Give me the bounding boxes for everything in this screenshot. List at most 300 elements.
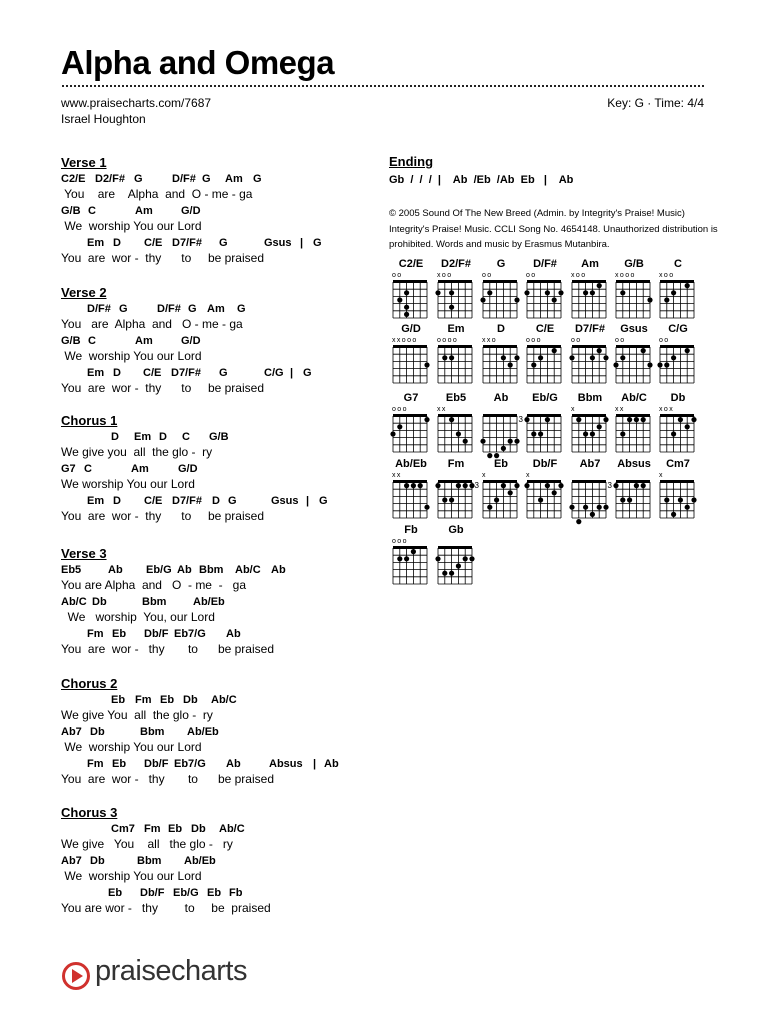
- chord-symbol: C: [88, 205, 96, 217]
- fretboard-grid: [518, 392, 567, 458]
- fretboard-grid: [568, 392, 612, 458]
- chord-diagram-name: G7: [403, 392, 419, 404]
- chord-symbol: G: [134, 173, 143, 185]
- finger-dot: [418, 483, 423, 488]
- finger-dot: [397, 556, 402, 561]
- chord-symbol: Am: [207, 303, 225, 315]
- finger-dot: [442, 571, 447, 576]
- open-muted-markers: oo: [526, 272, 537, 279]
- chord-symbol: Db: [90, 855, 105, 867]
- lyric-text: You are wor - thy to be praised: [61, 772, 274, 786]
- fretboard-grid: [607, 458, 656, 524]
- chord-symbol: G: [202, 173, 211, 185]
- fretboard-grid: [656, 458, 700, 524]
- chord-symbol: G: [237, 303, 246, 315]
- fretboard-nut: [438, 345, 472, 348]
- finger-dot: [685, 348, 690, 353]
- key-time: Key: G · Time: 4/4: [607, 96, 704, 110]
- chord-symbol: Bbm: [137, 855, 162, 867]
- finger-dot: [685, 505, 690, 510]
- chord-symbol: Eb5: [61, 564, 82, 576]
- finger-dot: [583, 290, 588, 295]
- fretboard-grid: [434, 323, 478, 389]
- chord-diagram: [389, 458, 433, 524]
- finger-dot: [627, 497, 632, 502]
- chord-symbol: Em: [87, 367, 105, 379]
- chord-diagram-name: Fm: [447, 458, 465, 470]
- chord-symbol: Em: [87, 495, 105, 507]
- praisecharts-logo[interactable]: [61, 955, 247, 996]
- chord-symbol: Ab/Eb: [187, 726, 219, 738]
- chord-symbol: |: [300, 237, 304, 249]
- chord-symbol: D7/F#: [172, 237, 202, 249]
- chord-symbol: C/E: [144, 237, 163, 249]
- chord-diagram: [568, 392, 612, 458]
- fretboard-grid: [656, 323, 700, 389]
- finger-dot: [480, 439, 485, 444]
- chord-diagram: [656, 258, 700, 324]
- lyric-line: [61, 596, 225, 628]
- fret-number: 3: [474, 481, 479, 490]
- finger-dot: [576, 519, 581, 524]
- chord-symbol: D: [111, 431, 119, 443]
- finger-dot: [501, 446, 506, 451]
- open-muted-markers: oo: [615, 337, 626, 344]
- finger-dot: [501, 483, 506, 488]
- chord-symbol: Fb: [229, 887, 243, 899]
- finger-dot: [620, 355, 625, 360]
- finger-dot: [558, 483, 563, 488]
- finger-dot: [590, 290, 595, 295]
- chord-symbol: Ab/Eb: [193, 596, 225, 608]
- chord-diagram-name: Ab/Eb: [395, 458, 427, 470]
- finger-dot: [442, 497, 447, 502]
- dotted-divider: [61, 84, 704, 92]
- finger-dot: [424, 417, 429, 422]
- chord-symbol: D/F#: [87, 303, 111, 315]
- chord-diagram: [479, 323, 523, 389]
- lyric-text: We worship You, our Lord: [61, 610, 215, 624]
- chord-symbol: G: [228, 495, 237, 507]
- finger-dot: [576, 417, 581, 422]
- chord-symbol: Db: [183, 694, 198, 706]
- chord-diagram-name: Cm7: [666, 458, 690, 470]
- lyric-line: [61, 205, 202, 237]
- finger-dot: [508, 490, 513, 495]
- finger-dot: [508, 362, 513, 367]
- section-verse-2: [61, 285, 312, 399]
- finger-dot: [514, 483, 519, 488]
- chord-diagram-name: Em: [447, 323, 465, 335]
- chord-diagram-name: Absus: [617, 458, 651, 470]
- section-verse-3: [61, 546, 286, 660]
- chord-symbol: D/F#: [172, 173, 196, 185]
- fretboard-nut: [483, 480, 517, 483]
- finger-dot: [597, 424, 602, 429]
- chord-symbol: C: [88, 335, 96, 347]
- fretboard-nut: [572, 414, 606, 417]
- finger-dot: [390, 431, 395, 436]
- chord-symbol: Eb: [112, 628, 127, 640]
- finger-dot: [449, 355, 454, 360]
- lyric-line: [61, 887, 271, 919]
- chord-symbol: Eb: [207, 887, 222, 899]
- chord-diagram: [389, 258, 433, 324]
- chord-diagram: [479, 258, 523, 324]
- finger-dot: [435, 483, 440, 488]
- chord-diagram-name: G/D: [401, 323, 421, 335]
- finger-dot: [524, 290, 529, 295]
- chord-diagram: [568, 458, 612, 524]
- lyric-line: [61, 564, 286, 596]
- lyric-line: [61, 823, 245, 855]
- finger-dot: [545, 417, 550, 422]
- chord-symbol: G/D: [178, 463, 198, 475]
- chord-diagram-name: C2/E: [398, 258, 424, 270]
- section-title: Chorus 1: [61, 413, 118, 428]
- finger-dot: [603, 355, 608, 360]
- chord-symbol: |: [313, 758, 317, 770]
- chord-symbol: Fm: [144, 823, 161, 835]
- chord-symbol: Eb7/G: [174, 758, 206, 770]
- fretboard-grid: [479, 258, 523, 324]
- chord-diagram-name: Ab: [493, 392, 509, 404]
- lyric-text: You are Alpha and O - me - ga: [61, 187, 253, 201]
- chord-diagram-name: Ab/C: [621, 392, 647, 404]
- chord-diagram-name: Fb: [404, 524, 418, 536]
- chord-diagram: [518, 392, 567, 458]
- finger-dot: [657, 362, 662, 367]
- lyric-text: You are wor - thy to be praised: [61, 642, 274, 656]
- lyric-text: You are wor - thy to be praised: [61, 251, 264, 265]
- finger-dot: [514, 355, 519, 360]
- finger-dot: [597, 283, 602, 288]
- chord-symbol: Am: [225, 173, 243, 185]
- fretboard-nut: [527, 280, 561, 283]
- finger-dot: [531, 431, 536, 436]
- chord-symbol: Absus: [269, 758, 303, 770]
- finger-dot: [424, 505, 429, 510]
- chord-symbol: D: [159, 431, 167, 443]
- finger-dot: [664, 497, 669, 502]
- chord-symbol: Ab: [177, 564, 192, 576]
- chord-symbol: Bbm: [142, 596, 167, 608]
- finger-dot: [442, 355, 447, 360]
- chord-symbol: G/B: [61, 335, 81, 347]
- chord-symbol: Eb: [168, 823, 183, 835]
- finger-dot: [545, 290, 550, 295]
- section-title: Chorus 2: [61, 676, 118, 691]
- chord-symbol: Gsus: [264, 237, 292, 249]
- fretboard-nut: [616, 345, 650, 348]
- fretboard-grid: [568, 258, 612, 324]
- fretboard-nut: [616, 414, 650, 417]
- finger-dot: [552, 297, 557, 302]
- finger-dot: [514, 439, 519, 444]
- open-muted-markers: x: [526, 472, 531, 479]
- chord-symbol: Eb: [160, 694, 175, 706]
- finger-dot: [538, 431, 543, 436]
- finger-dot: [590, 431, 595, 436]
- finger-dot: [671, 431, 676, 436]
- finger-dot: [597, 505, 602, 510]
- finger-dot: [620, 497, 625, 502]
- finger-dot: [620, 431, 625, 436]
- chord-symbol: D/F#: [157, 303, 181, 315]
- fretboard-nut: [660, 280, 694, 283]
- fretboard-nut: [483, 345, 517, 348]
- open-muted-markers: ooo: [392, 538, 408, 545]
- chord-symbol: Db: [191, 823, 206, 835]
- chord-diagram: [434, 458, 478, 524]
- finger-dot: [603, 417, 608, 422]
- open-muted-markers: oo: [392, 272, 403, 279]
- chord-symbol: Ab/Eb: [184, 855, 216, 867]
- finger-dot: [538, 355, 543, 360]
- fretboard-grid: [479, 323, 523, 389]
- lyric-text: You are wor - thy to be praised: [61, 509, 264, 523]
- chord-symbol: D7/F#: [172, 495, 202, 507]
- finger-dot: [641, 417, 646, 422]
- chord-diagram-name: G/B: [624, 258, 644, 270]
- open-muted-markers: oo: [659, 337, 670, 344]
- finger-dot: [435, 290, 440, 295]
- finger-dot: [558, 290, 563, 295]
- ending-chords: Gb / / / | Ab /Eb /Ab Eb | Ab: [389, 174, 574, 186]
- fretboard-grid: [474, 458, 523, 524]
- lyric-line: [61, 303, 246, 335]
- chord-diagram: [523, 258, 567, 324]
- lyric-line: [61, 628, 274, 660]
- open-muted-markers: xx: [437, 406, 447, 413]
- chord-symbol: |: [290, 367, 294, 379]
- lyric-line: [61, 855, 216, 887]
- chord-symbol: Gsus: [271, 495, 299, 507]
- fretboard-nut: [660, 345, 694, 348]
- section-title: Verse 1: [61, 155, 107, 170]
- logo-text: praisecharts: [95, 955, 247, 987]
- finger-dot: [404, 312, 409, 317]
- finger-dot: [456, 483, 461, 488]
- lyric-text: You are Alpha and O - me - ga: [61, 317, 243, 331]
- finger-dot: [691, 417, 696, 422]
- chord-diagram: [612, 392, 656, 458]
- fretboard-grid: [612, 258, 656, 324]
- finger-dot: [524, 417, 529, 422]
- chord-symbol: C/E: [144, 495, 163, 507]
- fretboard-nut: [393, 546, 427, 549]
- fretboard-nut: [527, 480, 561, 483]
- chord-symbol: Db/F: [140, 887, 165, 899]
- fretboard-nut: [616, 280, 650, 283]
- chord-symbol: Db: [90, 726, 105, 738]
- chord-symbol: Fm: [87, 628, 104, 640]
- chord-symbol: D: [113, 367, 121, 379]
- chord-symbol: Ab/C: [235, 564, 261, 576]
- finger-dot: [538, 497, 543, 502]
- finger-dot: [641, 348, 646, 353]
- chord-diagram-name: Gb: [448, 524, 464, 536]
- chord-symbol: Db: [92, 596, 107, 608]
- chord-diagram: [434, 323, 478, 389]
- chord-symbol: G: [253, 173, 262, 185]
- lyric-line: [61, 495, 328, 527]
- section-title: Verse 3: [61, 546, 107, 561]
- fret-number: 3: [607, 481, 612, 490]
- fretboard-nut: [572, 345, 606, 348]
- chord-diagram-name: Db/F: [532, 458, 558, 470]
- chord-symbol: C2/E: [61, 173, 86, 185]
- chord-diagram: [389, 323, 433, 389]
- lyric-line: [61, 367, 312, 399]
- chord-symbol: D: [113, 237, 121, 249]
- chord-diagram: [523, 323, 567, 389]
- copyright-notice: © 2005 Sound Of The New Breed (Admin. by Integrity's Praise! Music) Integrity's Praise! Music. CCLI Song No. 4654148. Unauthorized distribution is prohibited. Words and music by Erasmus Mutanbira.: [389, 208, 718, 250]
- open-muted-markers: oo: [482, 272, 493, 279]
- lyric-line: [61, 237, 322, 269]
- lyric-text: We worship You our Lord: [61, 349, 202, 363]
- chord-symbol: Am: [135, 335, 153, 347]
- fretboard-nut: [572, 280, 606, 283]
- chord-diagram-name: D: [497, 323, 505, 335]
- chord-symbol: Ab: [271, 564, 286, 576]
- chord-diagram-name: Eb5: [445, 392, 467, 404]
- fretboard-nut: [438, 280, 472, 283]
- fretboard-grid: [568, 458, 612, 524]
- fretboard-grid: [434, 524, 478, 590]
- chord-symbol: Bbm: [199, 564, 224, 576]
- chord-diagram: [434, 392, 478, 458]
- fretboard-grid: [523, 458, 567, 524]
- chord-symbol: C: [182, 431, 190, 443]
- open-muted-markers: xooo: [615, 272, 636, 279]
- fretboard-nut: [483, 414, 517, 417]
- chord-symbol: Bbm: [140, 726, 165, 738]
- section-verse-1: [61, 155, 322, 269]
- lyric-text: You are wor - thy to be praised: [61, 901, 271, 915]
- chord-diagram-name: Ab7: [579, 458, 601, 470]
- finger-dot: [597, 348, 602, 353]
- chord-symbol: Eb: [112, 758, 127, 770]
- chord-diagram: [612, 258, 656, 324]
- chord-symbol: Ab: [226, 628, 241, 640]
- finger-dot: [634, 483, 639, 488]
- fretboard-grid: [389, 458, 433, 524]
- chord-symbol: Am: [131, 463, 149, 475]
- lyric-line: [61, 173, 262, 205]
- chord-symbol: |: [306, 495, 310, 507]
- finger-dot: [508, 439, 513, 444]
- finger-dot: [583, 505, 588, 510]
- chord-diagram: [434, 258, 478, 324]
- finger-dot: [552, 348, 557, 353]
- chord-diagram: [612, 323, 656, 389]
- finger-dot: [664, 362, 669, 367]
- finger-dot: [685, 283, 690, 288]
- song-url[interactable]: www.praisecharts.com/7687: [61, 96, 212, 110]
- chord-diagram: [479, 392, 523, 458]
- finger-dot: [569, 505, 574, 510]
- finger-dot: [404, 290, 409, 295]
- finger-dot: [411, 549, 416, 554]
- open-muted-markers: xxooo: [392, 337, 418, 344]
- song-author: Israel Houghton: [61, 112, 146, 126]
- finger-dot: [590, 512, 595, 517]
- fretboard-nut: [527, 345, 561, 348]
- fretboard-nut: [438, 546, 472, 549]
- fretboard-grid: [389, 524, 433, 590]
- fretboard-nut: [616, 480, 650, 483]
- finger-dot: [671, 355, 676, 360]
- fretboard-nut: [527, 414, 561, 417]
- finger-dot: [634, 417, 639, 422]
- open-muted-markers: x: [482, 472, 487, 479]
- finger-dot: [449, 417, 454, 422]
- fretboard-nut: [483, 280, 517, 283]
- open-muted-markers: x: [659, 472, 664, 479]
- lyric-text: We worship You our Lord: [61, 219, 202, 233]
- finger-dot: [613, 483, 618, 488]
- lyric-text: We give You all the glo - ry: [61, 837, 233, 851]
- chord-symbol: Ab: [226, 758, 241, 770]
- chord-symbol: Db/F: [144, 628, 169, 640]
- chord-symbol: C/E: [143, 367, 162, 379]
- open-muted-markers: xoo: [659, 272, 675, 279]
- chord-diagram-name: D2/F#: [441, 258, 471, 270]
- fretboard-grid: [434, 258, 478, 324]
- chord-diagram-name: Eb: [493, 458, 509, 470]
- chord-symbol: Cm7: [111, 823, 135, 835]
- lyric-text: We worship You our Lord: [61, 869, 202, 883]
- section-chorus-1: [61, 413, 328, 527]
- chord-symbol: G7: [61, 463, 76, 475]
- fretboard-grid: [568, 323, 612, 389]
- fretboard-nut: [572, 480, 606, 483]
- fretboard-grid: [523, 258, 567, 324]
- section-chorus-2: [61, 676, 339, 790]
- fret-number: 3: [518, 415, 523, 424]
- finger-dot: [590, 355, 595, 360]
- finger-dot: [647, 362, 652, 367]
- open-muted-markers: ooo: [526, 337, 542, 344]
- lyric-text: We worship You our Lord: [61, 477, 195, 491]
- fretboard-nut: [438, 480, 472, 483]
- fretboard-grid: [389, 258, 433, 324]
- fretboard-grid: [479, 392, 523, 458]
- chord-symbol: D7/F#: [171, 367, 201, 379]
- chord-symbol: Ab: [108, 564, 123, 576]
- finger-dot: [678, 497, 683, 502]
- chord-diagram: [656, 323, 700, 389]
- finger-dot: [501, 355, 506, 360]
- open-muted-markers: xoo: [437, 272, 453, 279]
- chord-diagram-name: C/E: [535, 323, 555, 335]
- finger-dot: [480, 297, 485, 302]
- open-muted-markers: x: [571, 406, 576, 413]
- open-muted-markers: xox: [659, 406, 675, 413]
- finger-dot: [671, 512, 676, 517]
- chord-diagram: [474, 458, 523, 524]
- fretboard-grid: [389, 323, 433, 389]
- finger-dot: [404, 483, 409, 488]
- chord-symbol: G/D: [181, 335, 201, 347]
- chord-symbol: G: [119, 303, 128, 315]
- chord-symbol: Ab7: [61, 726, 82, 738]
- fretboard-grid: [389, 392, 433, 458]
- chord-symbol: Fm: [135, 694, 152, 706]
- finger-dot: [449, 571, 454, 576]
- lyric-text: You are Alpha and O - me - ga: [61, 578, 246, 592]
